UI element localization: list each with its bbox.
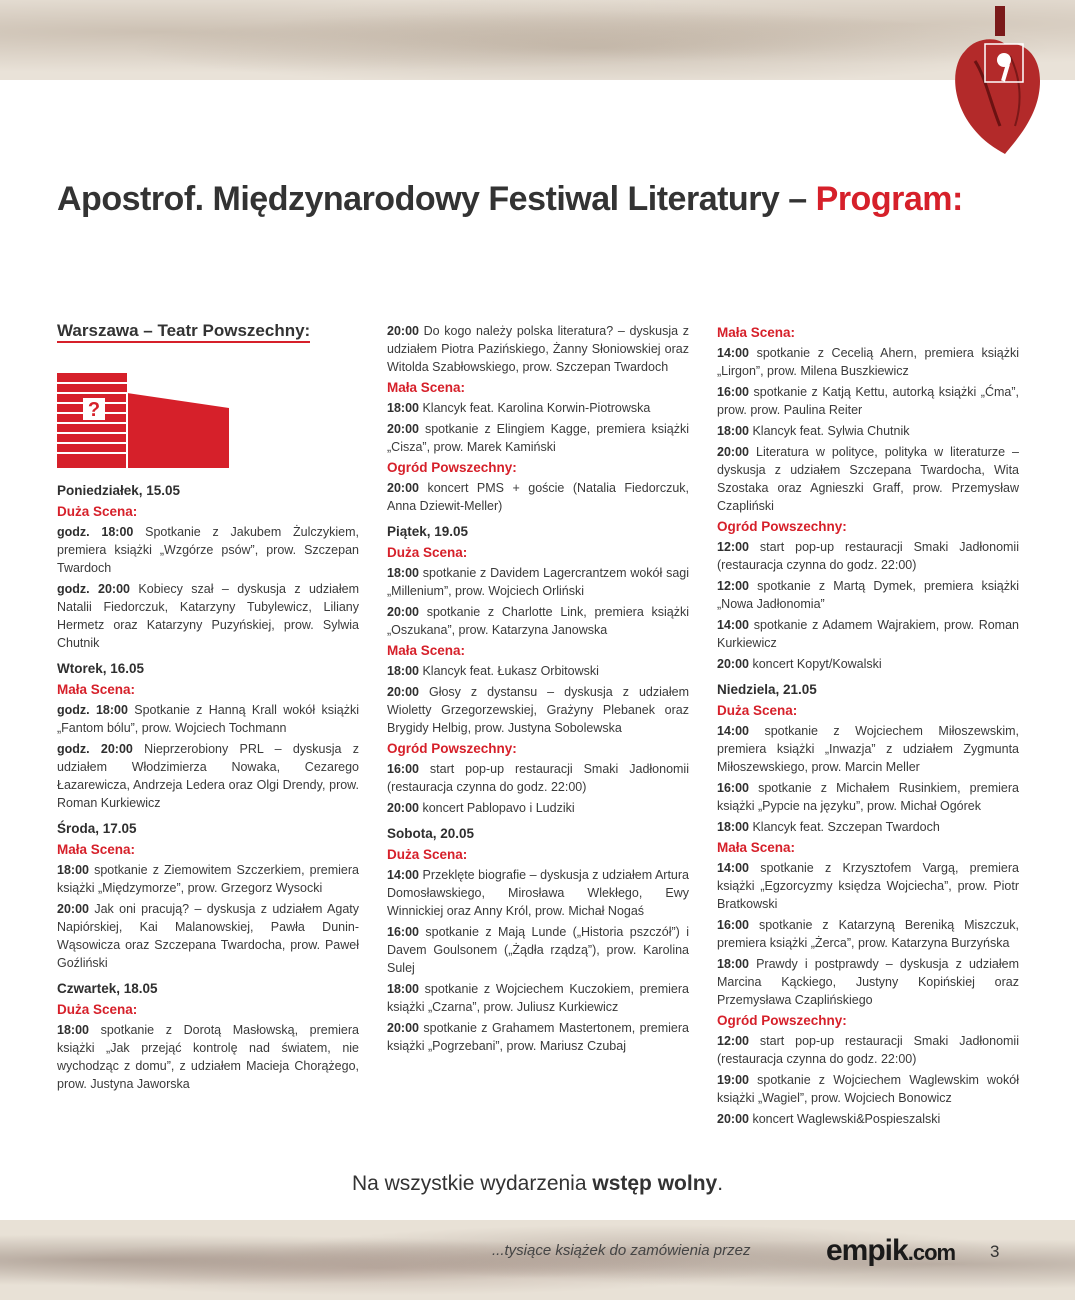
event-description: koncert Waglewski&Pospieszalski [748,1112,941,1126]
event-time: 12:00 [717,540,749,554]
event-time: 16:00 [387,762,419,776]
stage-heading: Mała Scena: [57,682,136,697]
event-item [57,523,359,577]
venue-heading: Warszawa – Teatr Powszechny: [57,322,310,343]
stage-heading: Mała Scena: [717,325,796,340]
event-time: godz. 18:00 [57,703,128,717]
event-time: 12:00 [717,579,749,593]
theatre-building-icon [57,363,229,468]
event-description: spotkanie z Dorotą Masłowską, premiera książki „Jak przejąć kontrolę nad światem, nie wychodząc z domu”, z udziałem Macieja Chorążego, prow. Justyna Jaworska [57,1023,359,1091]
schedule-list-col2 [387,322,689,1055]
event-description: Klancyk feat. Szczepan Twardoch [748,820,940,834]
event-item [387,322,689,376]
event-description: Nieprzerobiony PRL – dyskusja z udziałem Włodzimierza Nowaka, Cezarego Łazarewicza, Andrzeja Ledera oraz Olgi Drendy, prow. Roman Kurkiewicz [57,742,359,810]
event-item [717,383,1019,419]
event-description: Klancyk feat. Sylwia Chutnik [748,424,910,438]
day-heading: Sobota, 20.05 [387,826,475,841]
event-item [717,443,1019,515]
stage-heading: Mała Scena: [387,643,466,658]
stage-heading: Ogród Powszechny: [717,519,847,534]
event-item [387,866,689,920]
event-time: 14:00 [717,861,749,875]
event-description: spotkanie z Katją Kettu, autorką książki „Ćma”, prow. prow. Paulina Reiter [717,385,1019,417]
event-time: 18:00 [387,566,419,580]
event-description: koncert Kopyt/Kowalski [748,657,882,671]
event-time: 18:00 [717,820,749,834]
event-item [57,740,359,812]
stage-heading: Duża Scena: [57,504,138,519]
event-item [387,603,689,639]
page-title: Apostrof. Międzynarodowy Festiwal Literatury – Program: [57,180,963,218]
event-description: Spotkanie z Hanną Krall wokół książki „Fantom bólu”, prow. Wojciech Tochmann [57,703,359,735]
event-description: spotkanie z Grahamem Mastertonem, premiera książki „Pogrzebani”, prow. Mariusz Czubaj [387,1021,689,1053]
top-decorative-band [0,0,1075,80]
event-description: spotkanie z Elingiem Kagge, premiera książki „Cisza”, prow. Marek Kamiński [387,422,689,454]
stage-heading: Duża Scena: [387,847,468,862]
event-time: 18:00 [717,957,749,971]
event-item [57,701,359,737]
event-description: spotkanie z Martą Dymek, premiera książki „Nowa Jadłonomia” [717,579,1019,611]
stage-heading: Mała Scena: [387,380,466,395]
event-description: Prawdy i postprawdy – dyskusja z udziałem Marcina Kąckiego, Justyny Kopińskiej oraz Przemysława Czaplińskiego [717,957,1019,1007]
event-item [717,655,1019,673]
event-time: 20:00 [717,1112,749,1126]
event-description: spotkanie z Davidem Lagercrantzem wokół sagi „Millenium”, prow. Wojciech Orliński [387,566,689,598]
event-time: 20:00 [387,801,419,815]
event-description: spotkanie z Wojciechem Waglewskim wokół książki „Wagiel”, prow. Wojciech Bonowicz [717,1073,1019,1105]
stage-heading: Ogród Powszechny: [717,1013,847,1028]
schedule-list-col1 [57,482,359,1093]
event-description: Do kogo należy polska literatura? – dyskusja z udziałem Piotra Pazińskiego, Żanny Słoniowskiej oraz Witolda Szabłowskiego, prow. Szczepan Twardoch [387,324,689,374]
event-description: spotkanie z Ziemowitem Szczerkiem, premiera książki „Międzymorze”, prow. Grzegorz Wysocki [57,863,359,895]
event-description: Jak oni pracują? – dyskusja z udziałem Agaty Napiórskiej, Kai Malanowskiej, Pawła Dunin-Wąsowicza oraz Szczepana Twardocha, prow. Paweł Goźliński [57,902,359,970]
event-item [387,564,689,600]
free-entry-note: Na wszystkie wydarzenia wstęp wolny. [351,1172,724,1195]
event-description: spotkanie z Wojciechem Kuczokiem, premiera książki „Czarna”, prow. Juliusz Kurkiewicz [387,982,689,1014]
schedule-column-2 [387,322,689,1058]
event-time: 16:00 [717,781,749,795]
event-item [387,923,689,977]
event-time: 18:00 [387,401,419,415]
title-accent: Program: [815,180,963,218]
schedule-column-3 [717,322,1019,1131]
event-time: 20:00 [57,902,89,916]
stage-heading: Ogród Powszechny: [387,460,517,475]
event-time: 18:00 [57,1023,89,1037]
event-time: 18:00 [717,424,749,438]
event-description: koncert Pablopavo i Ludziki [418,801,575,815]
event-description: spotkanie z Wojciechem Miłoszewskim, premiera książki „Inwazja” z udziałem Zygmunta Miłoszewskiego, prow. Marcin Meller [717,724,1019,774]
stage-heading: Mała Scena: [57,842,136,857]
day-heading: Piątek, 19.05 [387,524,469,539]
event-time: 18:00 [387,982,419,996]
event-item [717,344,1019,380]
event-item [57,1021,359,1093]
event-item [717,538,1019,574]
schedule-column-1 [57,322,359,1096]
event-item [57,900,359,972]
event-description: Spotkanie z Jakubem Żulczykiem, premiera książki „Wzgórze psów”, prow. Szczepan Twardoch [57,525,359,575]
event-time: godz. 20:00 [57,582,131,596]
event-time: 16:00 [717,918,749,932]
event-time: 20:00 [717,445,749,459]
event-description: Klancyk feat. Łukasz Orbitowski [418,664,599,678]
event-time: 18:00 [387,664,419,678]
event-time: 20:00 [387,324,419,338]
event-description: spotkanie z Cecelią Ahern, premiera książki „Lirgon”, prow. Milena Buszkiewicz [717,346,1019,378]
event-item [387,760,689,796]
footer-tagline: ...tysiące książek do zamówienia przez [492,1242,751,1259]
event-description: Literatura w polityce, polityka w literaturze – dyskusja z udziałem Szczepana Twardocha, Wita Szostaka oraz Agnieszki Graff, prow. Przemysław Czapliński [717,445,1019,513]
event-time: 12:00 [717,1034,749,1048]
event-time: 19:00 [717,1073,749,1087]
event-description: Kobiecy szał – dyskusja z udziałem Natalii Fiedorczuk, Katarzyny Tubylewicz, Liliany Hermetz oraz Katarzyny Puzyńskiej, prow. Sylwia Chutnik [57,582,359,650]
event-time: 14:00 [717,618,749,632]
event-time: 20:00 [387,605,419,619]
event-description: Głosy z dystansu – dyskusja z udziałem Wioletty Grzegorzewskiej, Grażyny Plebanek oraz Brygidy Helbig, prow. Justyna Sobolewska [387,685,689,735]
event-time: 16:00 [387,925,419,939]
event-item [387,479,689,515]
free-entry-bold: wstęp wolny [592,1172,718,1195]
event-item [717,577,1019,613]
event-item [387,980,689,1016]
day-heading: Wtorek, 16.05 [57,661,145,676]
day-heading: Niedziela, 21.05 [717,682,817,697]
day-heading: Poniedziałek, 15.05 [57,483,181,498]
event-item [717,1071,1019,1107]
event-item [717,779,1019,815]
event-description: Przeklęte biografie – dyskusja z udziałem Artura Domosławskiego, Mirosława Wlekłego, Ewy Winnickiej oraz Anny Król, prow. Michał Nogaś [387,868,689,918]
event-time: 18:00 [57,863,89,877]
event-time: 20:00 [387,1021,419,1035]
event-time: 14:00 [387,868,419,882]
event-item [717,859,1019,913]
event-item [717,818,1019,836]
svg-text:?: ? [87,399,101,421]
event-description: spotkanie z Charlotte Link, premiera książki „Oszukana”, prow. Katarzyna Janowska [387,605,689,637]
event-item [57,861,359,897]
empik-logo[interactable]: empik.com [826,1234,956,1267]
event-time: 14:00 [717,724,749,738]
event-item [387,683,689,737]
anatomical-heart-icon [945,6,1045,156]
event-item [387,420,689,456]
stage-heading: Duża Scena: [57,1002,138,1017]
event-time: 20:00 [387,481,419,495]
event-description: koncert PMS + goście (Natalia Fiedorczuk, Anna Dziewit-Meller) [387,481,689,513]
event-description: start pop-up restauracji Smaki Jadłonomii (restauracja czynna do godz. 22:00) [717,540,1019,572]
event-description: spotkanie z Adamem Wajrakiem, prow. Roman Kurkiewicz [717,618,1019,650]
event-description: spotkanie z Mają Lunde („Historia pszczół”) i Davem Goulsonem („Żądła rządzą”), prow. Karolina Sulej [387,925,689,975]
stage-heading: Duża Scena: [387,545,468,560]
event-item [717,422,1019,440]
event-item [717,722,1019,776]
page-number: 3 [990,1242,1000,1261]
event-item [717,1032,1019,1068]
event-item [717,1110,1019,1128]
event-time: 20:00 [387,685,419,699]
event-item [387,399,689,417]
stage-heading: Ogród Powszechny: [387,741,517,756]
day-heading: Czwartek, 18.05 [57,981,158,996]
day-heading: Środa, 17.05 [57,821,137,836]
event-item [57,580,359,652]
event-time: godz. 18:00 [57,525,134,539]
event-time: godz. 20:00 [57,742,133,756]
event-description: spotkanie z Katarzyną Bereniką Miszczuk, premiera książki „Żerca”, prow. Katarzyna Burzyńska [717,918,1019,950]
event-description: start pop-up restauracji Smaki Jadłonomii (restauracja czynna do godz. 22:00) [717,1034,1019,1066]
schedule-list-col3 [717,324,1019,1128]
stage-heading: Mała Scena: [717,840,796,855]
event-item [717,916,1019,952]
event-time: 16:00 [717,385,749,399]
event-time: 20:00 [717,657,749,671]
event-item [387,662,689,680]
event-description: spotkanie z Michałem Rusinkiem, premiera książki „Pypcie na języku”, prow. Michał Ogórek [717,781,1019,813]
event-description: Klancyk feat. Karolina Korwin-Piotrowska [418,401,651,415]
event-description: spotkanie z Krzysztofem Vargą, premiera książki „Egzorcyzmy księdza Wojciecha”, prow. Piotr Bratkowski [717,861,1019,911]
event-item [387,1019,689,1055]
event-item [387,799,689,817]
event-time: 20:00 [387,422,419,436]
stage-heading: Duża Scena: [717,703,798,718]
event-item [717,616,1019,652]
event-item [717,955,1019,1009]
event-time: 14:00 [717,346,749,360]
event-description: start pop-up restauracji Smaki Jadłonomii (restauracja czynna do godz. 22:00) [387,762,689,794]
